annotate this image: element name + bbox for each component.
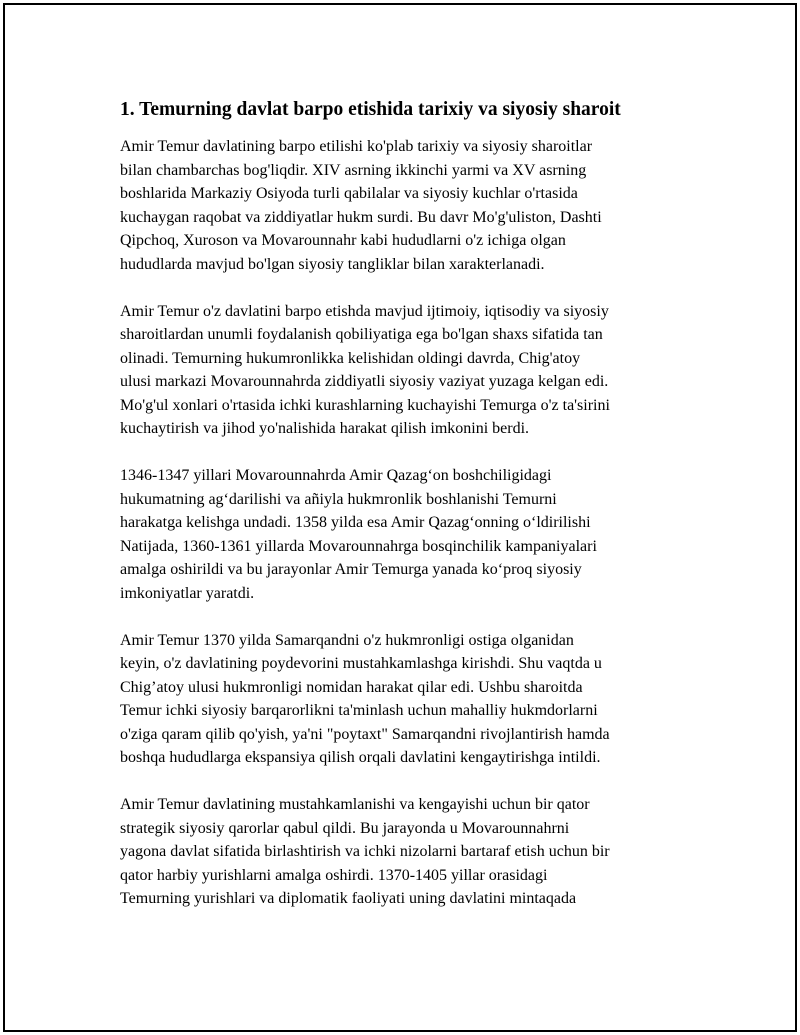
text-line: Natijada, 1360-1361 yillarda Movarounnahrga bosqinchilik kampaniyalari [120, 537, 597, 555]
text-line: strategik siyosiy qarorlar qabul qildi. Bu jarayonda u Movarounnahrni [120, 819, 570, 837]
text-line: kuchaygan raqobat va ziddiyatlar hukm surdi. Bu davr Mo'g'uliston, Dashti [120, 208, 602, 226]
text-line: Amir Temur davlatining barpo etilishi ko'plab tarixiy va siyosiy sharoitlar [120, 138, 593, 155]
text-line: yagona davlat sifatida birlashtirish va ichki nizolarni bartaraf etish uchun bir [120, 843, 610, 860]
text-line: ulusi markazi Movarounnahrda ziddiyatli siyosiy vaziyat yuzaga kelgan edi. [120, 373, 609, 390]
text-line: hukumatning ag‘darilishi va añiyla hukmronlik boshlanishi Temurni [120, 490, 557, 508]
text-line: Mo'g'ul xonlari o'rtasida ichki kurashlarning kuchayishi Temurga o'z ta'sirini [120, 396, 610, 414]
paragraph-2 [120, 300, 692, 441]
text-line: boshqa hududlarga ekspansiya qilish orqali davlatini kengaytirishga intildi. [120, 749, 601, 766]
text-line: amalga oshirildi va bu jarayonlar Amir Temurga yanada ko‘proq siyosiy [120, 561, 582, 578]
text-line: olinadi. Temurning hukumronlikka kelishidan oldingi davrda, Chig'atoy [120, 349, 581, 367]
paragraph-5 [120, 793, 692, 911]
page-frame [3, 3, 797, 1032]
paragraph-4 [120, 629, 692, 770]
document-body [120, 97, 692, 934]
text-line: imkoniyatlar yaratdi. [120, 584, 255, 602]
text-line: bilan chambarchas bog'liqdir. XIV asrning ikkinchi yarmi va XV asrning [120, 161, 587, 179]
text-line: boshlarida Markaziy Osiyoda turli qabilalar va siyosiy kuchlar o'rtasida [120, 185, 578, 202]
text-line: Amir Temur davlatining mustahkamlanishi va kengayishi uchun bir qator [120, 796, 590, 813]
text-line: Amir Temur 1370 yilda Samarqandni o'z hukmronligi ostiga olganidan [120, 631, 574, 649]
text-line: Temur ichki siyosiy barqarorlikni ta'minlash uchun mahalliy hukmdorlarni [120, 702, 598, 719]
section-heading: 1. Temurning davlat barpo etishida tarixiy va siyosiy sharoit [120, 99, 621, 120]
text-line: harakatga kelishga undadi. 1358 yilda esa Amir Qazag‘onning o‘ldirilishi [120, 514, 591, 531]
paragraph-3 [120, 464, 692, 605]
text-line: 1346-1347 yillari Movarounnahrda Amir Qazag‘on boshchiligidagi [120, 467, 552, 484]
text-line: kuchaytirish va jihod yo'nalishida harakat qilish imkonini berdi. [120, 420, 530, 437]
text-line: sharoitlardan unumli foydalanish qobiliyatiga ega bo'lgan shaxs sifatida tan [120, 326, 603, 343]
paragraph-1 [120, 135, 692, 276]
text-line: keyin, o'z davlatining poydevorini mustahkamlashga kirishdi. Shu vaqtda u [120, 655, 602, 672]
text-line: Temurning yurishlari va diplomatik faoliyati uning davlatini mintaqada [120, 890, 577, 907]
text-line: o'ziga qaram qilib qo'yish, ya'ni "poytaxt" Samarqandni rivojlantirish hamda [120, 725, 610, 743]
text-line: Amir Temur o'z davlatini barpo etishda mavjud ijtimoiy, iqtisodiy va siyosiy [120, 302, 609, 320]
text-line: hududlarda mavjud bo'lgan siyosiy tangliklar bilan xarakterlanadi. [120, 255, 545, 273]
text-line: Chig’atoy ulusi hukmronligi nomidan harakat qilar edi. Ushbu sharoitda [120, 678, 583, 696]
text-line: qator harbiy yurishlarni amalga oshirdi. 1370-1405 yillar orasidagi [120, 866, 548, 884]
text-line: Qipchoq, Xuroson va Movarounnahr kabi hududlarni o'z ichiga olgan [120, 232, 566, 249]
